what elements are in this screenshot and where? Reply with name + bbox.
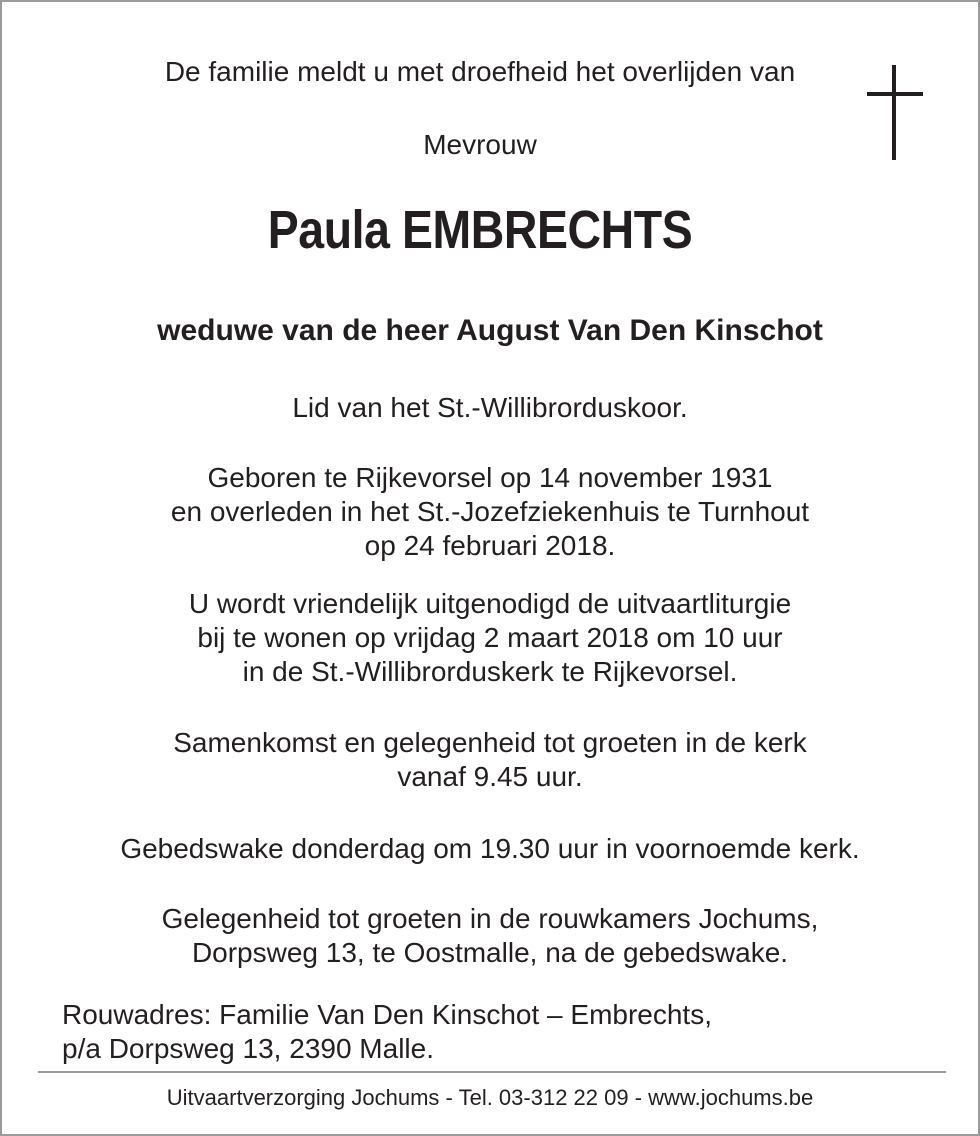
funeral-line: U wordt vriendelijk uitgenodigd de uitvaartliturgie bbox=[188, 588, 792, 619]
intro-text: De familie meldt u met droefheid het overlijden van bbox=[164, 56, 796, 87]
address-line: Rouwadres: Familie Van Den Kinschot – Embrechts, bbox=[62, 999, 712, 1030]
birth-death-block bbox=[2, 461, 978, 563]
divider bbox=[38, 1071, 946, 1073]
funeral-line: in de St.-Willibrorduskerk te Rijkevorsel. bbox=[242, 656, 738, 687]
address-line: p/a Dorpsweg 13, 2390 Malle. bbox=[62, 1033, 434, 1064]
vigil-text: Gebedswake donderdag om 19.30 uur in voornoemde kerk. bbox=[120, 833, 860, 864]
viewing-line: Dorpsweg 13, te Oostmalle, na de gebedswake. bbox=[191, 937, 789, 968]
mourning-address bbox=[62, 998, 712, 1066]
gathering-block bbox=[2, 726, 978, 794]
viewing-line: Gelegenheid tot groeten in de rouwkamers Jochums, bbox=[161, 903, 819, 934]
birth-death-line: op 24 februari 2018. bbox=[364, 530, 616, 561]
funeral-home-footer: Uitvaartverzorging Jochums - Tel. 03-312 22 09 - www.jochums.be bbox=[166, 1085, 814, 1110]
gathering-line: Samenkomst en gelegenheid tot groeten in de kerk bbox=[173, 727, 807, 758]
funeral-line: bij te wonen op vrijdag 2 maart 2018 om 10 uur bbox=[197, 622, 783, 653]
membership-block bbox=[2, 391, 978, 425]
vigil-block bbox=[2, 832, 978, 866]
viewing-block bbox=[2, 902, 978, 970]
gathering-line: vanaf 9.45 uur. bbox=[397, 761, 583, 792]
widow-of-text: weduwe van de heer August Van Den Kinschot bbox=[157, 314, 823, 347]
deceased-name: Paula EMBRECHTS bbox=[267, 200, 693, 260]
birth-death-line: Geboren te Rijkevorsel op 14 november 1931 bbox=[207, 462, 773, 493]
salutation: Mevrouw bbox=[423, 129, 537, 160]
membership-text: Lid van het St.-Willibrorduskoor. bbox=[292, 392, 688, 423]
funeral-block bbox=[2, 587, 978, 689]
birth-death-line: en overleden in het St.-Jozefziekenhuis te Turnhout bbox=[170, 496, 810, 527]
